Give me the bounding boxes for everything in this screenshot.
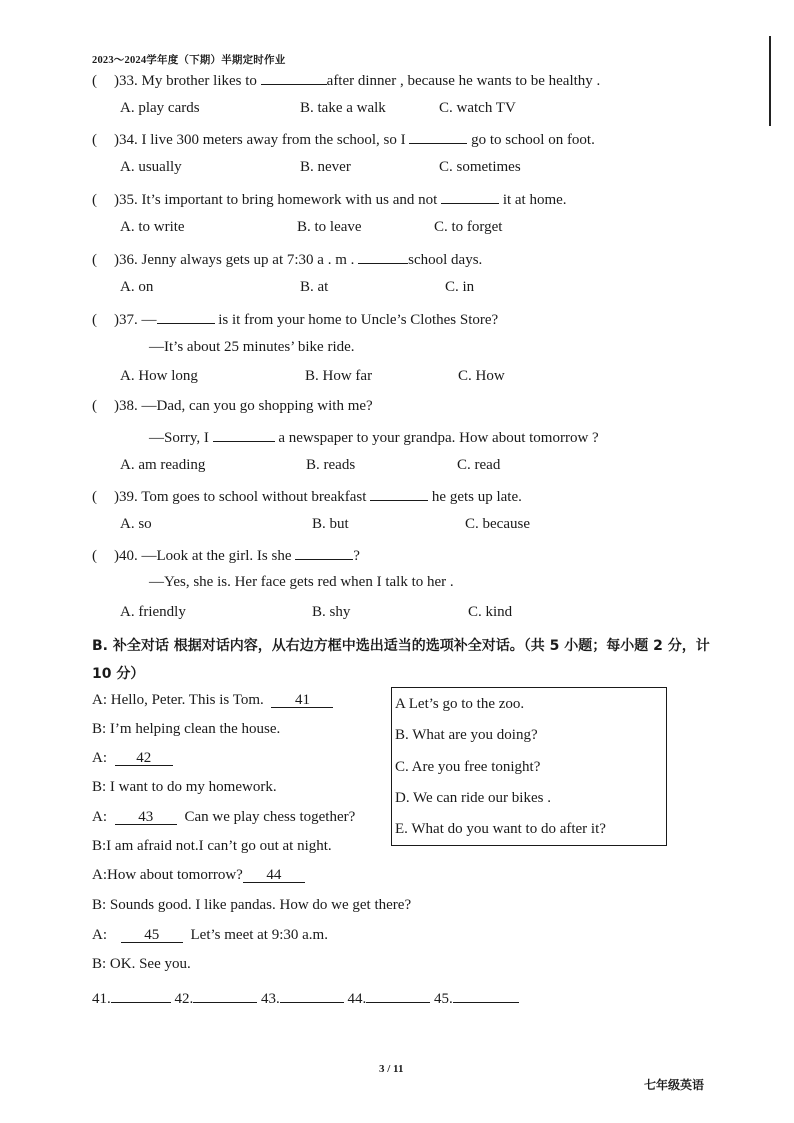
dialogue-line: B: OK. See you. — [92, 956, 191, 972]
answer-label-41: 41. — [92, 991, 111, 1007]
dialogue-line: B:I am afraid not.I can’t go out at night. — [92, 838, 332, 854]
question-number: )40. — [114, 548, 138, 564]
option-a: A. to write — [120, 219, 185, 235]
option-a: A. am reading — [120, 457, 206, 473]
question-39 — [92, 486, 522, 506]
answer-paren: ( — [92, 548, 97, 564]
question-number: )39. — [114, 489, 138, 505]
section-b-heading: B. 补全对话 根据对话内容，从右边方框中选出适当的选项补全对话。（共 5 小题；每小题 2 分，计 10 分） — [92, 638, 710, 682]
option-b: B. shy — [312, 604, 351, 620]
option-a: A. usually — [120, 159, 182, 175]
dialogue-text: A:How about tomorrow? — [92, 867, 243, 883]
dialogue-text-tail: Let’s meet at 9:30 a.m. — [190, 927, 328, 943]
question-text: —Look at the girl. Is she — [141, 548, 296, 564]
question-text: Jenny always gets up at 7:30 a . m . — [141, 252, 359, 268]
dialogue-text: A: — [92, 750, 111, 766]
option-b: B. never — [300, 159, 351, 175]
reply-text: —Sorry, I — [149, 430, 213, 446]
dialogue-blank: 43 — [115, 810, 177, 825]
question-text-tail: is it from your home to Uncle’s Clothes Store? — [214, 312, 499, 328]
option-c: C. kind — [468, 604, 513, 620]
dialogue-line — [92, 867, 305, 884]
option-c: C. sometimes — [439, 159, 521, 175]
question-number: )33. — [114, 73, 138, 89]
question-40-reply: —Yes, she is. Her face gets red when I talk to her . — [149, 574, 454, 590]
page-number: 3 / 11 — [379, 1063, 404, 1075]
question-number: )35. — [114, 192, 138, 208]
dialogue-text: A: Hello, Peter. This is Tom. — [92, 692, 268, 708]
question-number: )38. — [114, 398, 138, 414]
dialogue-line — [92, 750, 173, 767]
choice-b: B. What are you doing? — [395, 727, 538, 743]
question-text-tail: he gets up late. — [428, 489, 522, 505]
question-number: )36. — [114, 252, 138, 268]
answer-blank — [370, 486, 428, 501]
option-a: A. play cards — [120, 100, 200, 116]
question-text-tail: ? — [353, 548, 360, 564]
dialogue-line: B: I want to do my homework. — [92, 779, 277, 795]
answer-blank-44 — [366, 988, 430, 1003]
choice-d: D. We can ride our bikes . — [395, 790, 551, 806]
choices-box — [391, 687, 667, 846]
dialogue-line — [92, 692, 333, 709]
question-number: )37. — [114, 312, 138, 328]
option-a: A. so — [120, 516, 152, 532]
dialogue-text-tail: Can we play chess together? — [184, 809, 356, 825]
reply-text-tail: a newspaper to your grandpa. How about tomorrow ? — [274, 430, 599, 446]
question-37 — [92, 309, 498, 329]
question-text: —Dad, can you go shopping with me? — [141, 398, 373, 414]
question-38-reply — [149, 427, 599, 447]
answer-row — [92, 988, 519, 1008]
answer-paren: ( — [92, 252, 97, 268]
question-text: — — [141, 312, 157, 328]
question-text-tail: school days. — [408, 252, 483, 268]
dialogue-blank: 44 — [243, 868, 305, 883]
answer-blank-41 — [111, 988, 171, 1003]
question-text: My brother likes to — [141, 73, 261, 89]
answer-blank — [261, 70, 327, 85]
dialogue-blank: 45 — [121, 928, 183, 943]
question-text: Tom goes to school without breakfast — [141, 489, 371, 505]
option-a: A. friendly — [120, 604, 186, 620]
dialogue-line: B: Sounds good. I like pandas. How do we get there? — [92, 897, 412, 913]
answer-label-42: 42. — [174, 991, 194, 1007]
question-text-tail: after dinner , because he wants to be healthy . — [326, 73, 601, 89]
option-b: B. How far — [305, 368, 373, 384]
answer-blank — [157, 309, 215, 324]
question-38 — [92, 398, 373, 415]
dialogue-blank: 42 — [115, 751, 173, 766]
answer-label-45: 45. — [434, 991, 453, 1007]
grade-label: 七年级英语 — [644, 1078, 705, 1092]
scan-edge-line — [769, 36, 771, 126]
answer-paren: ( — [92, 132, 97, 148]
answer-blank-45 — [453, 988, 519, 1003]
option-c: C. watch TV — [439, 100, 516, 116]
page-header: 2023～2024学年度（下期）半期定时作业 — [92, 55, 286, 66]
dialogue-blank: 41 — [271, 693, 333, 708]
choice-e: E. What do you want to do after it? — [395, 821, 606, 837]
option-b: B. reads — [306, 457, 356, 473]
option-c: C. read — [457, 457, 501, 473]
answer-label-44: 44. — [347, 991, 367, 1007]
question-36 — [92, 249, 482, 269]
dialogue-line — [92, 927, 328, 944]
question-number: )34. — [114, 132, 138, 148]
choice-a: A Let’s go to the zoo. — [395, 696, 525, 712]
option-a: A. on — [120, 279, 154, 295]
answer-paren: ( — [92, 73, 97, 89]
question-37-reply: —It’s about 25 minutes’ bike ride. — [149, 339, 355, 355]
answer-blank — [295, 545, 353, 560]
choice-c: C. Are you free tonight? — [395, 759, 541, 775]
option-b: B. to leave — [297, 219, 362, 235]
dialogue-text: A: — [92, 927, 111, 943]
question-text-tail: go to school on foot. — [467, 132, 595, 148]
answer-paren: ( — [92, 312, 97, 328]
question-text: I live 300 meters away from the school, so I — [141, 132, 410, 148]
answer-paren: ( — [92, 489, 97, 505]
option-a: A. How long — [120, 368, 198, 384]
option-c: C. How — [458, 368, 505, 384]
question-33 — [92, 70, 600, 90]
answer-blank-42 — [193, 988, 257, 1003]
option-c: C. to forget — [434, 219, 503, 235]
answer-blank — [213, 427, 275, 442]
option-c: C. because — [465, 516, 530, 532]
answer-paren: ( — [92, 192, 97, 208]
option-b: B. but — [312, 516, 349, 532]
option-b: B. at — [300, 279, 329, 295]
question-text-tail: it at home. — [499, 192, 567, 208]
answer-label-43: 43. — [261, 991, 280, 1007]
answer-blank — [409, 129, 467, 144]
dialogue-line — [92, 809, 355, 826]
question-35 — [92, 189, 567, 209]
question-34 — [92, 129, 595, 149]
dialogue-line: B: I’m helping clean the house. — [92, 721, 281, 737]
answer-blank-43 — [280, 988, 344, 1003]
answer-blank — [441, 189, 499, 204]
question-text: It’s important to bring homework with us and not — [141, 192, 442, 208]
option-c: C. in — [445, 279, 475, 295]
answer-paren: ( — [92, 398, 97, 414]
answer-blank — [358, 249, 408, 264]
option-b: B. take a walk — [300, 100, 386, 116]
dialogue-text: A: — [92, 809, 111, 825]
question-40 — [92, 545, 360, 565]
